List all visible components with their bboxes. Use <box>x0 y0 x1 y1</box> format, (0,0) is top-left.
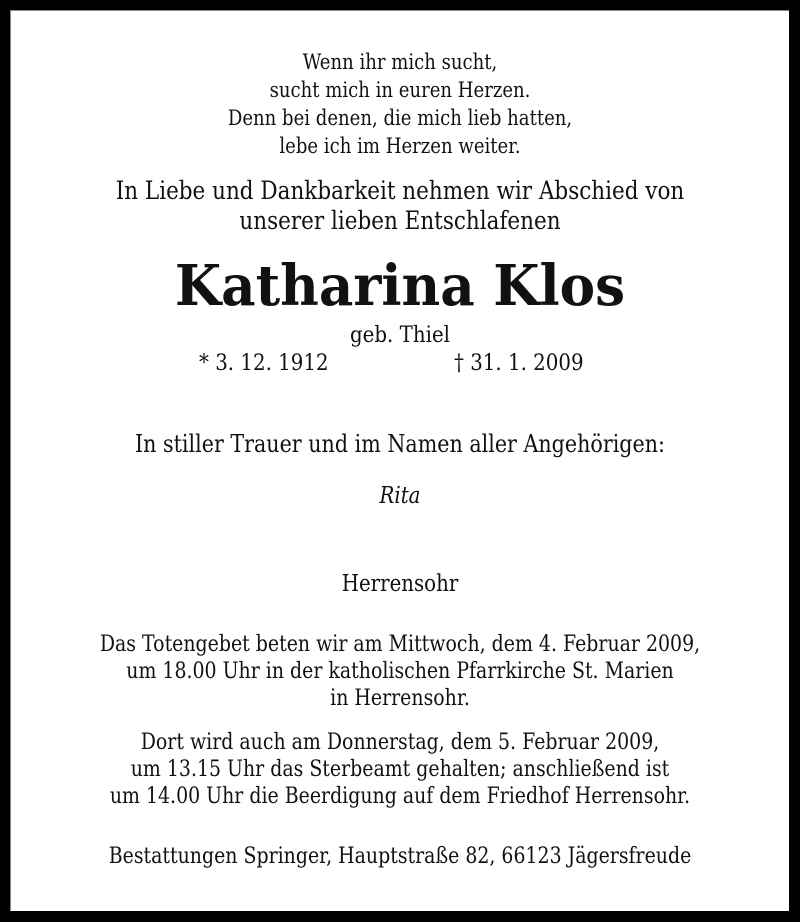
undertaker-line: Bestattungen Springer, Hauptstraße 82, 66123 Jägersfreude <box>108 844 692 869</box>
prayer-line: Das Totengebet beten wir am Mittwoch, dem 4. Februar 2009, <box>99 632 701 657</box>
poem-line: Wenn ihr mich sucht, <box>302 50 498 74</box>
deceased-name: Katharina Klos <box>174 253 626 319</box>
poem-line: sucht mich in euren Herzen. <box>269 78 531 102</box>
funeral-line: Dort wird auch am Donnerstag, dem 5. Februar 2009, <box>140 730 660 755</box>
place: Herrensohr <box>341 571 459 597</box>
prayer-line: in Herrensohr. <box>330 686 470 711</box>
death-date: † 31. 1. 2009 <box>454 351 584 376</box>
mourning-line: In stiller Trauer und im Namen aller Angehörigen: <box>135 430 665 458</box>
funeral-line: um 14.00 Uhr die Beerdigung auf dem Friedhof Herrensohr. <box>109 784 691 809</box>
poem-line: Denn bei denen, die mich lieb hatten, <box>227 106 573 130</box>
intro-line: unserer lieben Entschlafenen <box>239 206 561 235</box>
poem-line: lebe ich im Herzen weiter. <box>279 134 521 158</box>
birth-date: * 3. 12. 1912 <box>199 351 329 376</box>
prayer-line: um 18.00 Uhr in der katholischen Pfarrkirche St. Marien <box>126 659 674 684</box>
funeral-line: um 13.15 Uhr das Sterbeamt gehalten; anschließend ist <box>130 757 670 782</box>
obituary-card <box>10 10 789 911</box>
intro-line: In Liebe und Dankbarkeit nehmen wir Abschied von <box>115 176 685 205</box>
signature: Rita <box>379 483 421 509</box>
maiden-name: geb. Thiel <box>349 323 450 348</box>
